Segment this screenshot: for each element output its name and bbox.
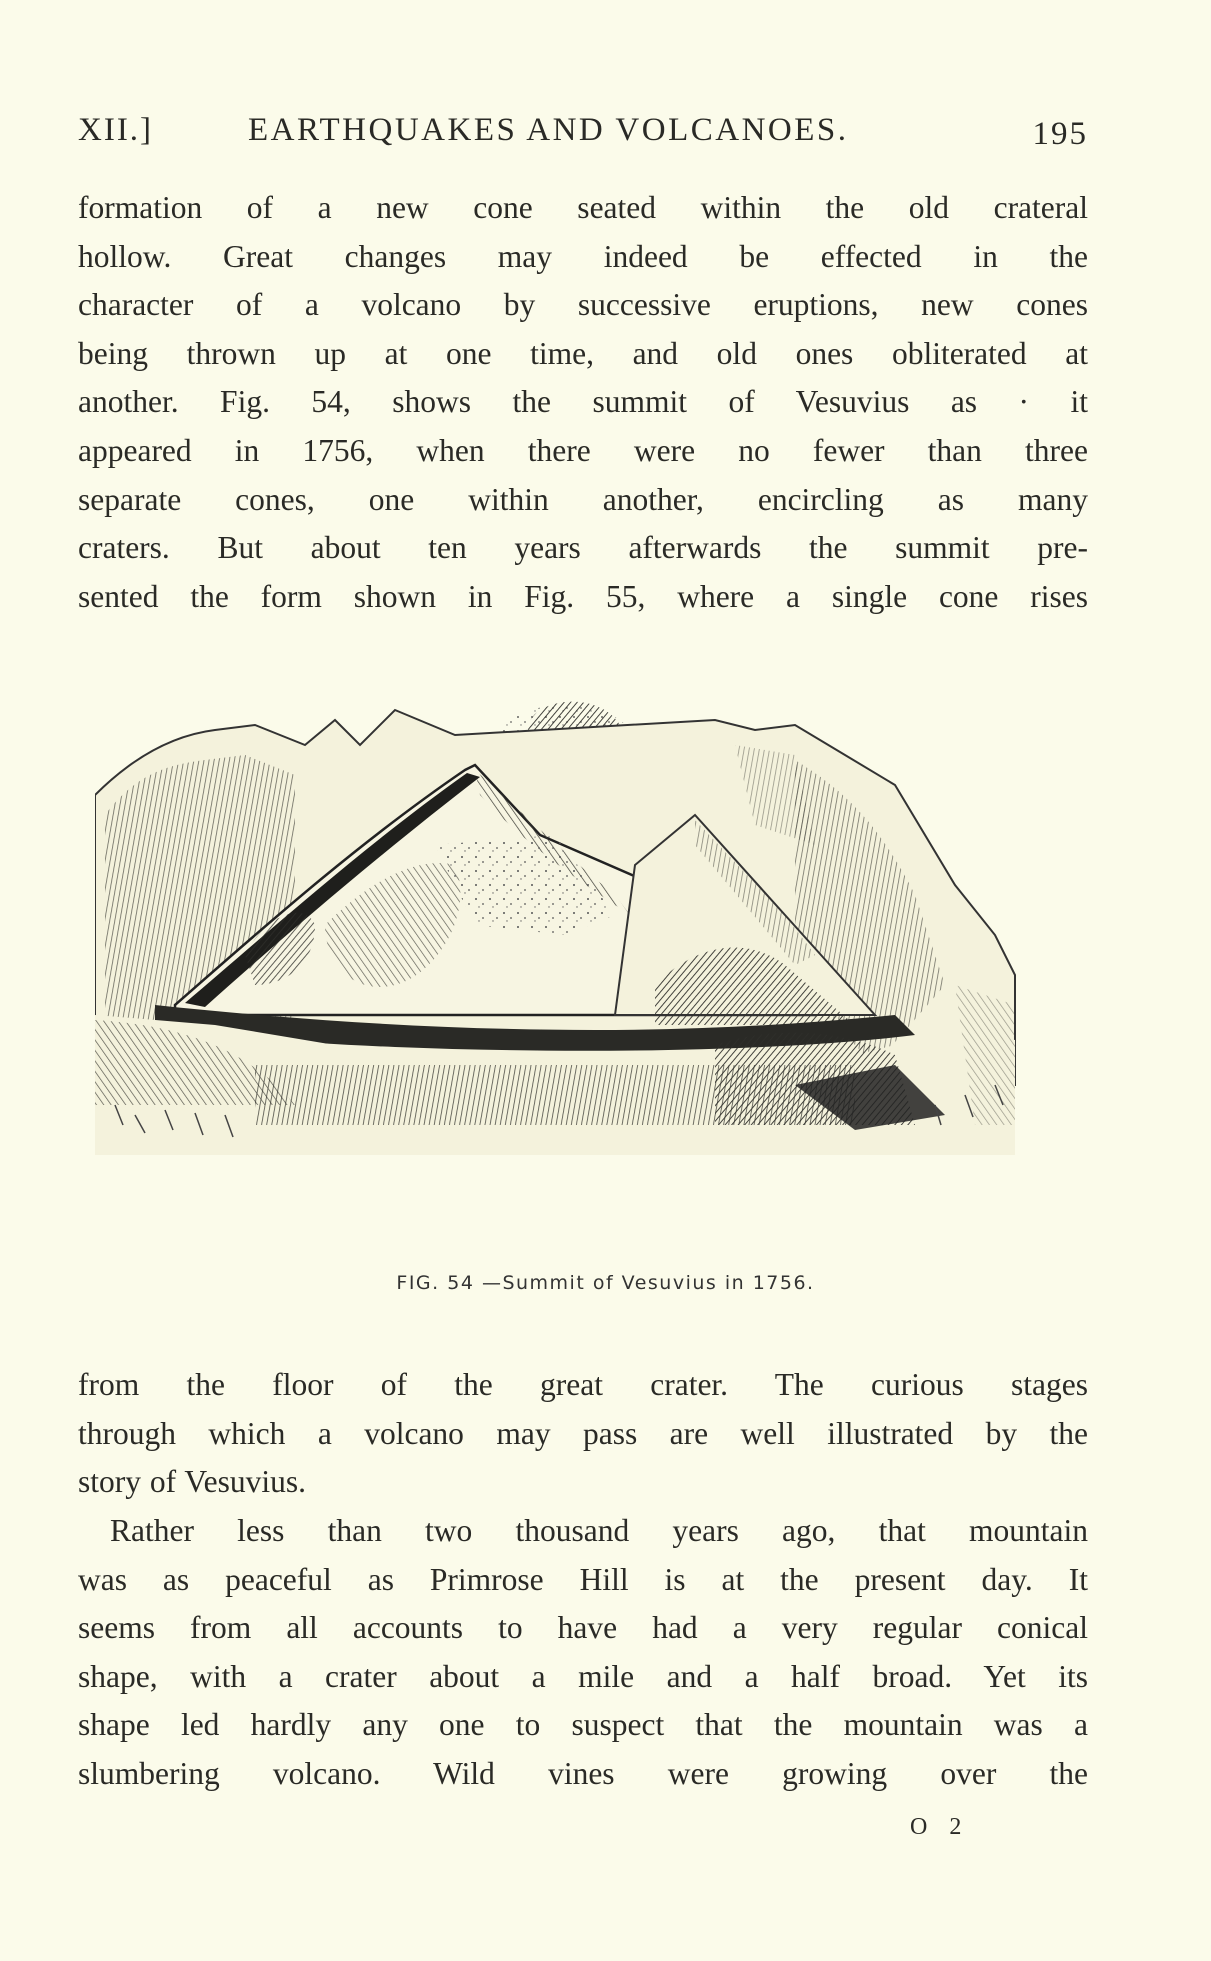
text-line: was as peaceful as Primrose Hill is at the present day. It — [78, 1561, 1088, 1597]
page-number: 195 — [1032, 116, 1088, 152]
running-head — [78, 112, 1088, 164]
text-line: story of Vesuvius. — [78, 1464, 307, 1500]
paragraph-2 — [78, 1361, 1088, 1507]
vesuvius-engraving — [95, 685, 1120, 1260]
text-line: seems from all accounts to have had a very regular conical — [78, 1610, 1088, 1646]
text-line: shape, with a crater about a mile and a half broad. Yet its — [78, 1658, 1088, 1694]
signature-mark: O 2 — [910, 1814, 970, 1840]
text-line: being thrown up at one time, and old ones obliterated at — [78, 335, 1088, 371]
text-line: appeared in 1756, when there were no fewer than three — [78, 432, 1088, 468]
text-line: craters. But about ten years afterwards the summit pre- — [78, 530, 1088, 566]
paragraph-3 — [78, 1507, 1088, 1799]
vesuvius-illustration — [95, 685, 1120, 1260]
text-line: another. Fig. 54, shows the summit of Vesuvius as · it — [78, 384, 1088, 420]
text-line: separate cones, one within another, encircling as many — [78, 481, 1088, 517]
text-line: Rather less than two thousand years ago, that mountain — [110, 1513, 1088, 1548]
text-line: character of a volcano by successive eruptions, new cones — [78, 287, 1088, 323]
text-line: hollow. Great changes may indeed be effected in the — [78, 238, 1088, 274]
text-line: through which a volcano may pass are well illustrated by the — [78, 1415, 1088, 1451]
text-line: from the floor of the great crater. The curious stages — [78, 1367, 1088, 1402]
text-line: formation of a new cone seated within the old crateral — [78, 190, 1088, 225]
text-line: sented the form shown in Fig. 55, where a single cone rises — [78, 578, 1088, 614]
text-line: slumbering volcano. Wild vines were growing over the — [78, 1755, 1088, 1791]
paragraph-1 — [78, 184, 1088, 621]
chapter-number: XII.] — [78, 112, 154, 148]
text-line: shape led hardly any one to suspect that the mountain was a — [78, 1707, 1088, 1743]
figure-caption: FIG. 54 —Summit of Vesuvius in 1756. — [396, 1272, 815, 1294]
running-title: EARTHQUAKES AND VOLCANOES. — [248, 112, 849, 148]
